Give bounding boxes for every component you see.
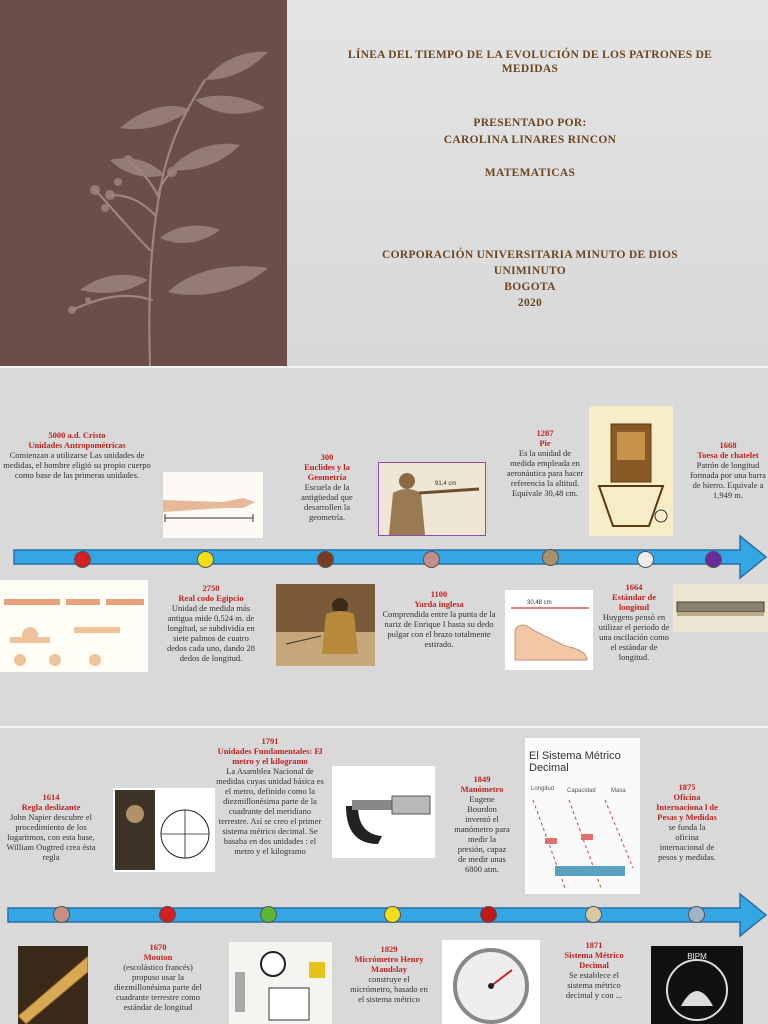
event-title: Real codo Egipcio [178,593,244,603]
iron-bar-image [673,584,768,632]
poster-col-longitud: Longitud [531,786,555,792]
institution: CORPORACIÓN UNIVERSITARIA MINUTO DE DIOS [382,249,678,261]
manometer-image [442,940,540,1024]
event-year: 1614 [42,792,60,802]
slide-rule-image [18,946,88,1024]
event-body: Eugene Bourdon inventó el manómetro para medir la presión, capaz de medir unas 6800 atm. [454,794,510,874]
instruments-image [229,942,332,1024]
timeline-dot [384,906,401,923]
event-title: Yarda inglesa [414,599,464,609]
event-title: Regla deslizante [21,802,81,812]
timeline-dot [480,906,497,923]
event-title: Pie [539,438,551,448]
event-title: Sistema Métrico Decimal [564,950,624,970]
event-year: 5000 a.d. Cristo [48,430,106,440]
subject: MATEMATICAS [484,167,576,179]
event-title: Unidades Fundamentales: El metro y el kilogramo [217,746,323,766]
event-1614 [2,792,100,862]
body-units-image [0,580,148,672]
timeline-dot [705,551,722,568]
timeline-dot [260,906,277,923]
presented-label: PRESENTADO POR: [473,117,587,129]
timeline-dot [585,906,602,923]
decorative-panel [0,0,287,366]
acronym: UNIMINUTO [493,265,567,277]
event-body: Escuela de la antigüedad que desarrollen la geometría. [301,482,353,522]
euclid-statue-image [378,462,486,536]
micrometer-image [332,766,435,858]
timeline-dot [423,551,440,568]
event-year: 1875 [678,782,696,792]
geometer-painting-image [276,584,375,666]
city: BOGOTA [504,281,556,293]
event-year: 1287 [536,428,554,438]
event-year: 1849 [473,774,491,784]
event-1791 [214,736,326,856]
event-year: 300 [320,452,334,462]
event-body: Comienzan a utilizarse Las unidades de medidas, el hombre eligió su propio cuerpo como base de las primeras unidades. [3,450,151,480]
event-title: Unidades Antropométricas [28,440,126,450]
timeline-dot [197,551,214,568]
statue-measure-label: 91,4 cm [435,481,457,487]
foot-measure-image [505,590,593,670]
event-title: Micrómetro Henry Maudslay [354,954,424,974]
foot-measure-label: 30,48 cm [527,600,552,606]
event-body: Patrón de longitud formada por una barra de hierro. Equivale a 1,949 m. [690,460,766,500]
event-title: Euclides y la Geometría [304,462,350,482]
timeline-dot [317,551,334,568]
metric-system-poster [525,738,640,894]
event-body: Comprendida entre la punta de la nariz de Enrique I hasta su dedo pulgar con el brazo totalmente estirado. [382,609,496,649]
arm-measure-image [163,472,263,538]
event-1287 [506,428,584,498]
event-1668 [688,440,768,500]
poster-col-masa: Masa [611,788,626,794]
event-year: 1791 [261,736,279,746]
event-body: Huygens pensó en utilizar el periodo de una oscilación como el estándar de longitud. [598,612,670,662]
year: 2020 [517,297,543,309]
timeline-dot [637,551,654,568]
event-body: construye el micrómetro, basado en el sistema métrico [350,974,428,1004]
event-title: Toesa de chatelet [697,450,759,460]
event-body: se funda la oficina internacional de pesos y medidas. [658,822,716,862]
poster-col-capacidad: Capacidad [567,788,596,794]
event-5000ac [2,430,152,480]
event-title: Oficina Internaciona l de Pesas y Medidas [656,792,718,822]
event-title: Estándar de longitud [611,592,656,612]
toise-clock-image [589,406,673,536]
event-body: Unidad de medida más antigua mide 0,524 m. de longitud, se subdividía en siete palmos de cuatro dedos cada uno, dando 28 dedos de longitud. [166,603,256,663]
napier-portrait-image [113,788,215,872]
event-title: Manómetro [460,784,504,794]
event-body: (escolástico francés) propuso usar la diezmillonésima parte del cuadrante terrestre como estándar de longitud [114,962,202,1012]
event-1100 [376,589,502,649]
timeline-slide-1 [0,368,768,726]
event-1664 [596,582,672,662]
event-body: Se establece el sistema métrico decimal y con ... [565,970,623,1000]
author-name: CAROLINA LINARES RINCON [443,134,617,146]
event-1871 [560,940,628,1000]
timeline-dot [159,906,176,923]
plant-silhouette-icon [0,0,287,366]
event-1875 [656,782,718,862]
event-year: 1829 [380,944,398,954]
event-body: John Napier descubre el procedimiento de los logaritmos, con esta base, William Ougtred crea ésta regla [6,812,96,862]
event-year: 1664 [625,582,643,592]
event-title: Mouton [143,952,173,962]
event-year: 1100 [430,589,448,599]
bipm-emblem [651,946,743,1024]
cover-slide [0,0,768,366]
timeline-dot [53,906,70,923]
event-1670 [112,942,204,1012]
event-1849 [454,774,510,874]
timeline-dot [542,549,559,566]
poster-title: El Sistema Métrico Decimal [529,750,621,774]
event-body: Es la unidad de medida empleada en aeronáutica para hacer referencia la altitud. Equivale 30,48 cm. [506,448,584,498]
event-body: La Asamblea Nacional de medidas cuyas unidad básica es el metro, definido como la diezmillonésima parte de la cuadrante del meridiano terrestre. Así se creo el primer sistema métrico decimal. Se basaba en dos unidades : el metro y el kilogramo [216,766,324,856]
event-year: 2750 [202,583,220,593]
event-year: 1670 [149,942,167,952]
event-1829 [350,944,428,1004]
event-year: 1668 [719,440,737,450]
timeline-dot [688,906,705,923]
timeline-slide-2 [0,728,768,1024]
event-year: 1871 [585,940,603,950]
event-2750 [163,583,259,663]
timeline-dot [74,551,91,568]
event-300 [296,452,358,522]
cover-title: LÍNEA DEL TIEMPO DE LA EVOLUCIÓN DE LOS PATRONES DE MEDIDAS [347,49,713,75]
bipm-label: BIPM [687,952,707,961]
